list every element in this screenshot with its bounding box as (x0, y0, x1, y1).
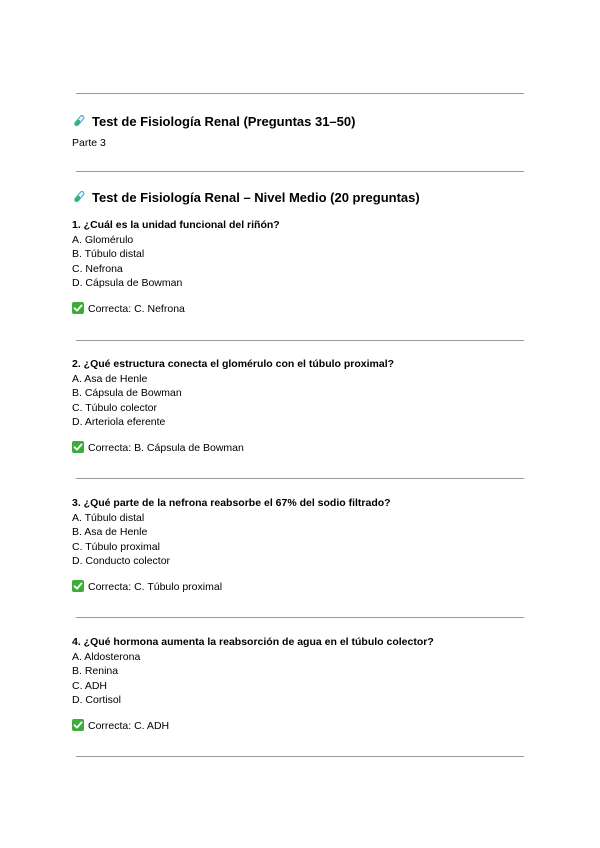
question-block (72, 635, 542, 733)
option-b: B. Renina (72, 665, 119, 678)
divider (76, 756, 524, 757)
document-title-text: Test de Fisiología Renal (Preguntas 31–50) (92, 114, 356, 129)
option-d: D. Arteriola eferente (72, 415, 166, 428)
option-b: B. Túbulo distal (72, 248, 145, 261)
option-d: D. Cortisol (72, 693, 122, 706)
check-mark-button-icon (72, 719, 84, 731)
option-a: A. Glomérulo (72, 234, 134, 246)
option-c: C. Túbulo colector (72, 401, 158, 414)
divider (76, 617, 524, 618)
section-title (72, 190, 542, 206)
correct-answer (72, 719, 542, 733)
option-a: A. Asa de Henle (72, 373, 148, 385)
check-mark-button-icon (72, 302, 84, 314)
question-text: 3. ¿Qué parte de la nefrona reabsorbe el 67% del sodio filtrado? (72, 497, 391, 509)
question-block (72, 218, 542, 316)
divider (76, 93, 524, 94)
option-d: D. Conducto colector (72, 554, 171, 567)
question-text: 2. ¿Qué estructura conecta el glomérulo con el túbulo proximal? (72, 358, 395, 370)
option-d: D. Cápsula de Bowman (72, 276, 183, 289)
option-a: A. Túbulo distal (72, 512, 145, 524)
correct-answer-text: Correcta: C. Túbulo proximal (88, 581, 223, 594)
divider (76, 340, 524, 341)
divider (76, 478, 524, 479)
question-text: 1. ¿Cuál es la unidad funcional del riñón? (72, 219, 280, 231)
header-block (72, 114, 542, 150)
correct-answer-text: Correcta: B. Cápsula de Bowman (88, 442, 244, 455)
section-header (72, 190, 542, 206)
test-tube-icon (72, 114, 86, 128)
check-mark-button-icon (72, 580, 84, 592)
correct-answer-text: Correcta: C. ADH (88, 720, 170, 733)
correct-answer (72, 580, 542, 594)
document-title (72, 114, 542, 130)
correct-answer (72, 441, 542, 455)
question-text: 4. ¿Qué hormona aumenta la reabsorción de agua en el túbulo colector? (72, 636, 434, 648)
option-c: C. ADH (72, 679, 108, 692)
divider (76, 171, 524, 172)
correct-answer-text: Correcta: C. Nefrona (88, 303, 185, 316)
check-mark-button-icon (72, 441, 84, 453)
option-c: C. Nefrona (72, 262, 123, 275)
option-b: B. Cápsula de Bowman (72, 387, 182, 400)
test-tube-icon (72, 190, 86, 204)
option-c: C. Túbulo proximal (72, 540, 160, 553)
correct-answer (72, 302, 542, 316)
question-block (72, 357, 542, 455)
question-block (72, 496, 542, 594)
section-title-text: Test de Fisiología Renal – Nivel Medio (20 preguntas) (92, 190, 420, 205)
option-a: A. Aldosterona (72, 651, 141, 663)
option-b: B. Asa de Henle (72, 526, 148, 539)
document-subtitle: Parte 3 (72, 137, 106, 149)
